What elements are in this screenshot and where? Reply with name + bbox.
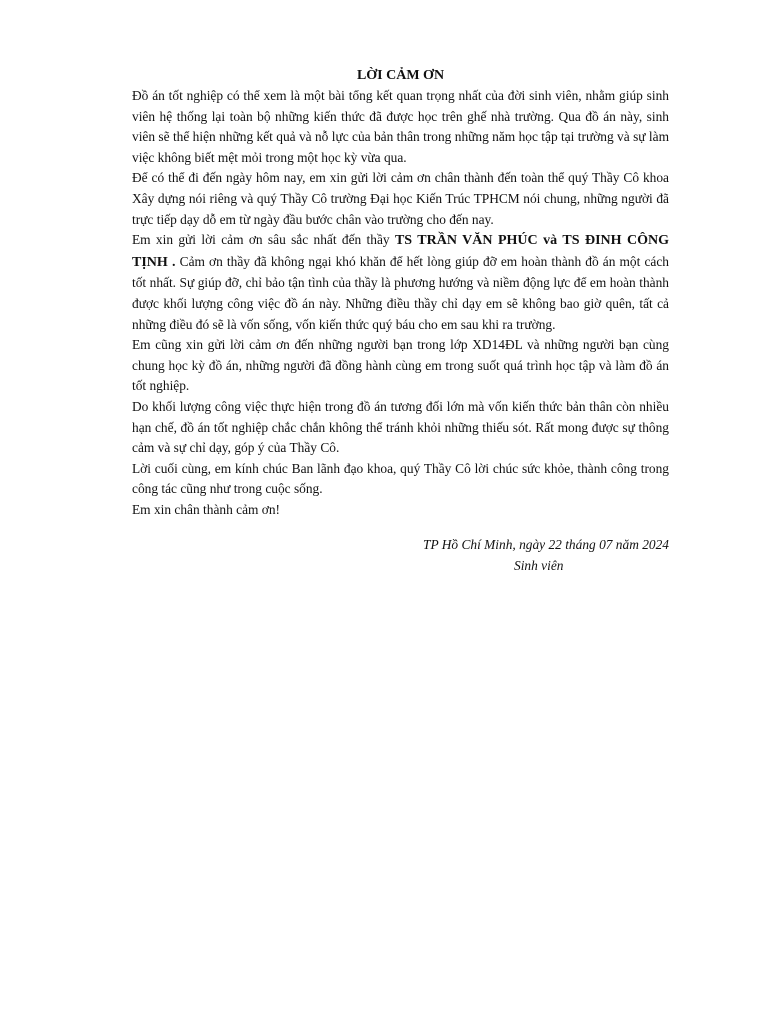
paragraph-3 <box>132 230 669 335</box>
paragraph-2: Để có thể đi đến ngày hôm nay, em xin gửi lời cảm ơn chân thành đến toàn thể quý Thầy Cô khoa Xây dựng nói riêng và quý Thầy Cô trường Đại học Kiến Trúc TPHCM nói chung, những người đã trực tiếp dạy dỗ em từ ngày đầu bước chân vào trường cho đến nay. <box>132 170 669 227</box>
paragraph-5: Do khối lượng công việc thực hiện trong đồ án tương đối lớn mà vốn kiến thức bản thân còn nhiều hạn chế, đồ án tốt nghiệp chắc chắn không thể tránh khỏi những thiếu sót. Rất mong được sự thông cảm và sự chỉ dạy, góp ý của Thầy Cô. <box>132 398 669 456</box>
advisor-name-1: TS TRẦN VĂN PHÚC <box>394 233 538 249</box>
paragraph-3-intro: Em xin gửi lời cảm ơn sâu sắc nhất đến thầy <box>132 232 395 248</box>
page-title: LỜI CẢM ƠN <box>356 68 445 83</box>
advisor-conjunction: và <box>537 233 563 249</box>
document-body <box>132 64 669 520</box>
paragraph-4: Em cũng xin gửi lời cảm ơn đến những người bạn trong lớp XD14ĐL và những người bạn cùng chung học kỳ đồ án, những người đã đồng hành cùng em trong suốt quá trình học tập và làm đồ án tốt nghiệp. <box>132 337 669 394</box>
paragraph-6: Lời cuối cùng, em kính chúc Ban lãnh đạo khoa, quý Thầy Cô lời chúc sức khỏe, thành công trong công tác cũng như trong cuộc sống. <box>132 460 669 497</box>
signature-block <box>132 534 669 573</box>
advisor-name-2: TS ĐINH CÔNG TỊNH . <box>132 233 669 270</box>
paragraph-1: Đồ án tốt nghiệp có thể xem là một bài tổng kết quan trọng nhất của đời sinh viên, nhằm giúp sinh viên hệ thống lại toàn bộ những kiến thức đã được học trên ghế nhà trường. Qua đồ án này, sinh viên sẽ thể hiện những kết quả và nỗ lực của bản thân trong những năm học tập tại trường và sự làm việc không biết mệt mỏi trong một học kỳ vừa qua. <box>132 88 669 165</box>
signature-role: Sinh viên <box>514 558 564 573</box>
paragraph-3-body: Cảm ơn thầy đã không ngại khó khăn để hết lòng giúp đỡ em hoàn thành đồ án một cách tốt nhất. Sự giúp đỡ, chỉ bảo tận tình của thầy là phương hướng và niềm động lực để em hoàn thành được khối lượng công việc đồ án này. Những điều thầy chỉ dạy em sẽ không bao giờ quên, tất cả những điều đó sẽ là vốn sống, vốn kiến thức quý báu cho em sau khi ra trường. <box>132 253 669 332</box>
signature-date-line: TP Hồ Chí Minh, ngày 22 tháng 07 năm 2024 <box>423 537 669 552</box>
paragraph-7: Em xin chân thành cảm ơn! <box>132 501 281 517</box>
